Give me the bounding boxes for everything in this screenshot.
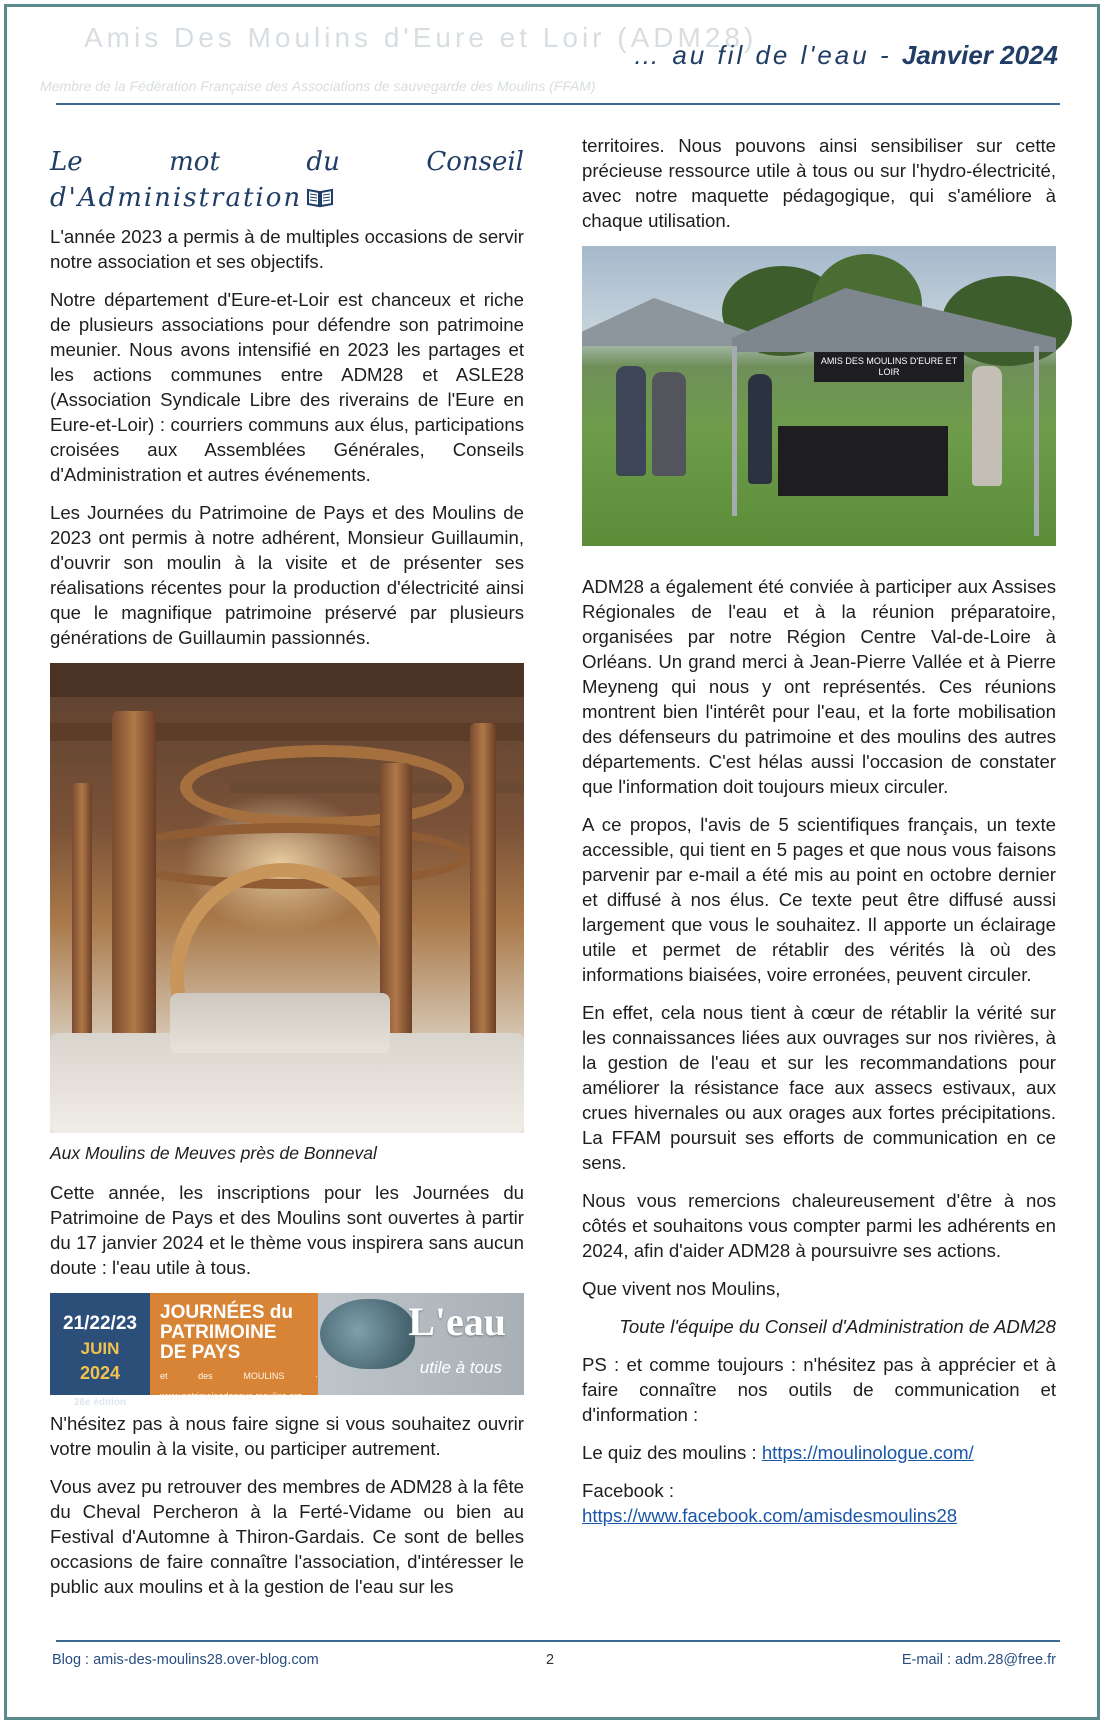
paragraph: N'hésitez pas à nous faire signe si vous souhaitez ouvrir votre moulin à la visite, ou participer autrement.	[50, 1413, 524, 1459]
banner-small-text: et des MOULINS · www.patrimoinedepays-moulins.org	[160, 1371, 318, 1401]
title-word: Le	[50, 147, 83, 177]
facebook-label: Facebook :	[582, 1480, 674, 1501]
banner-jpp-block	[150, 1293, 318, 1401]
title-word: Conseil	[426, 147, 524, 177]
ghost-header-line1: Amis Des Moulins d'Eure et Loir (ADM28)	[84, 22, 758, 53]
left-column	[50, 140, 524, 1612]
footer-blog: Blog : amis-des-moulins28.over-blog.com	[52, 1652, 319, 1668]
ghost-header-line2: Membre de la Fédération Française des Associations de sauvegarde des Moulins (FFAM)	[40, 78, 596, 94]
footer-email: E-mail : adm.28@free.fr	[901, 1652, 1056, 1668]
open-book-icon	[306, 186, 334, 208]
paragraph: Cette année, les inscriptions pour les Journées du Patrimoine de Pays et des Moulins sont ouvertes à partir du 17 janvier 2024 et le thème vous inspirera sans aucun doute : l'eau utile à tous.	[50, 1182, 524, 1278]
paragraph: A ce propos, l'avis de 5 scientifiques français, un texte accessible, qui tient en 5 pages et que nous vous faisons parvenir par e-mail a été mis au point en octobre dernier et diffusé à nos élus. Ce texte peut être diffusé aussi largement que vous le souhaitez. Il apporte un éclairage utile et permet de rétablir des vérités là où des informations biaisées, voire erronées, peuvent circuler.	[582, 814, 1056, 985]
banner-line3: DE PAYS	[160, 1342, 241, 1363]
signature: Toute l'équipe du Conseil d'Administration de ADM28	[619, 1316, 1056, 1337]
quiz-label: Le quiz des moulins :	[582, 1442, 757, 1463]
newsletter-date: Janvier 2024	[901, 40, 1058, 70]
header-divider	[56, 103, 1060, 105]
banner-dates: 21/22/23	[63, 1313, 137, 1334]
fair-stand-photo	[582, 246, 1056, 546]
paragraph: ADM28 a également été conviée à participer aux Assises Régionales de l'eau et à la réunion préparatoire, organisées par notre Région Centre Val-de-Loire à Orléans. Un grand merci à Jean-Pierre Vallée et à Pierre Meyneng qui nous y ont représentés. Ces réunions montrent bien l'intérêt pour l'eau, et la forte mobilisation des défenseurs du patrimoine et des moulins des autres départements. C'est hélas aussi l'occasion de constater que l'information doit toujours mieux circuler.	[582, 576, 1056, 797]
paragraph: L'année 2023 a permis à de multiples occasions de servir notre association et ses objectifs.	[50, 226, 524, 272]
banner-month: JUIN	[80, 1339, 120, 1358]
title-word: du	[306, 147, 340, 177]
newsletter-title: … au fil de l'eau - Janvier 2024	[633, 40, 1058, 70]
newsletter-name: … au fil de l'eau	[633, 40, 870, 70]
mill-interior-photo	[50, 663, 524, 1133]
banner-year: 2024	[79, 1363, 121, 1383]
banner-line2: PATRIMOINE	[160, 1322, 277, 1343]
page-number: 2	[546, 1652, 555, 1668]
photo-caption: Aux Moulins de Meuves près de Bonneval	[50, 1143, 377, 1163]
title-word: mot	[169, 147, 220, 177]
right-column	[582, 133, 1056, 1528]
facebook-link[interactable]: https://www.facebook.com/amisdesmoulins28	[582, 1505, 958, 1526]
paragraph: territoires. Nous pouvons ainsi sensibiliser sur cette précieuse ressource utile à tous ou sur l'hydro-électricité, avec notre maquette pédagogique, qui s'améliore à chaque utilisation.	[582, 135, 1056, 231]
paragraph: En effet, cela nous tient à cœur de rétablir la vérité sur les connaissances liées aux ouvrages sur nos rivières, à la gestion de l'eau et sur les recommandations pour améliorer la résistance face aux assecs estivaux, aux crues hivernales ou aux orages aux fortes précipitations. La FFAM poursuit ses efforts de communication en ce sens.	[582, 1002, 1056, 1173]
title-line2: d'Administration	[50, 183, 303, 213]
section-title	[50, 144, 524, 216]
banner-edition: 26e édition	[73, 1397, 127, 1408]
quiz-line	[582, 1440, 1056, 1465]
ps-paragraph: PS : et comme toujours : n'hésitez pas à apprécier et à faire connaître nos outils de communication et d'information :	[582, 1354, 1056, 1425]
banner-line1: JOURNÉES du	[160, 1302, 294, 1323]
banner-theme-big: L'eau	[408, 1299, 506, 1344]
paragraph: Nous vous remercions chaleureusement d'être à nos côtés et souhaitons vous compter parmi les adhérents en 2024, afin d'aider ADM28 à poursuivre ses actions.	[582, 1190, 1056, 1261]
jpp-banner	[50, 1293, 524, 1408]
footer-divider	[56, 1640, 1060, 1642]
paragraph: Notre département d'Eure-et-Loir est chanceux et riche de plusieurs associations pour défendre son patrimoine meunier. Nous avons intensifié en 2023 les partages et les actions communes entre ADM28 et ASLE28 (Association Syndicale Libre des riverains de l'Eure en Eure-et-Loir) : courriers communs aux élus, participations croisées aux Assemblées Générales, Conseils d'Administration et autres événements.	[50, 289, 524, 485]
banner-date-block	[50, 1293, 150, 1408]
tent-banner-text: AMIS DES MOULINS D'EURE ET LOIR	[820, 356, 958, 377]
banner-theme-small: utile à tous	[419, 1358, 502, 1377]
tent-banner	[814, 352, 964, 382]
facebook-line	[582, 1478, 1056, 1528]
closing-line: Que vivent nos Moulins,	[582, 1278, 781, 1299]
paragraph: Les Journées du Patrimoine de Pays et des Moulins de 2023 ont permis à notre adhérent, Monsieur Guillaumin, d'ouvrir son moulin à la visite et de présenter ses réalisations récentes pour la production d'électricité ainsi que le magnifique patrimoine préservé par plusieurs générations de Guillaumin passionnés.	[50, 502, 524, 648]
paragraph: Vous avez pu retrouver des membres de ADM28 à la fête du Cheval Percheron à la Ferté-Vidame ou bien au Festival d'Automne à Thiron-Gardais. Ce sont de belles occasions de faire connaître l'association, d'intéresser le public aux moulins et à la gestion de l'eau sur les	[50, 1476, 524, 1597]
quiz-link[interactable]: https://moulinologue.com/	[761, 1442, 974, 1463]
fish-fountain-icon	[320, 1299, 415, 1369]
